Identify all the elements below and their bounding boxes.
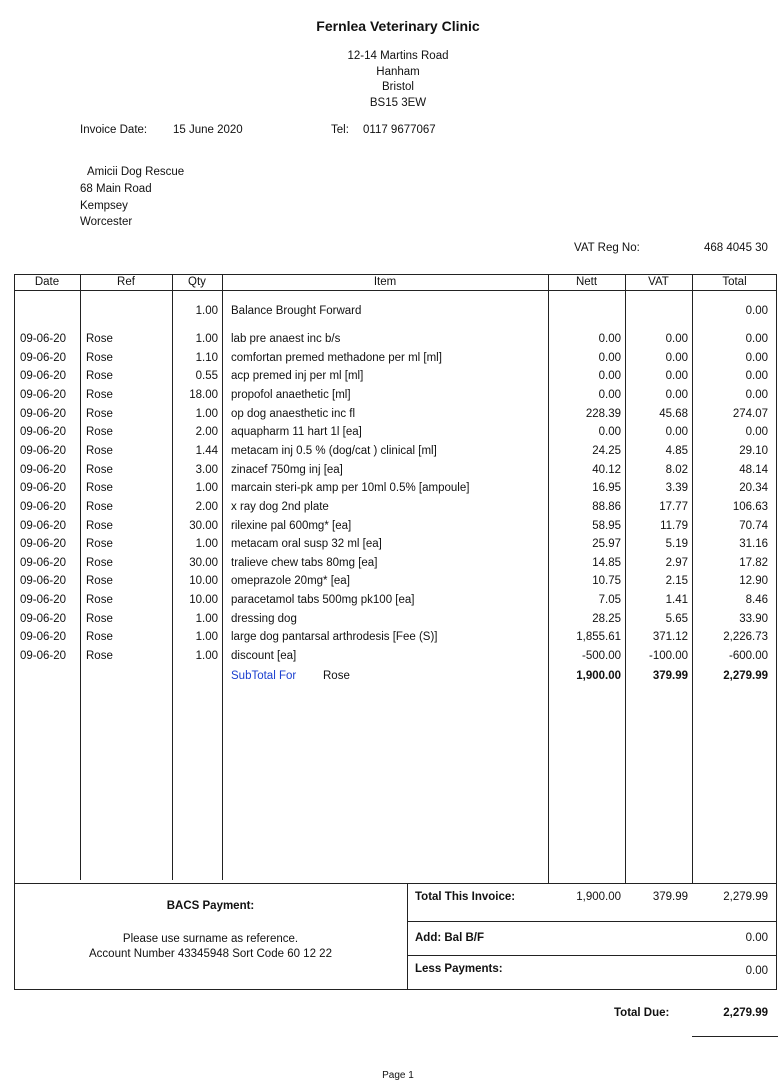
total-cell: 0.00: [745, 305, 768, 317]
ref-cell: Rose: [86, 500, 113, 513]
table-row: [0, 650, 780, 669]
item-cell: propofol anaethetic [ml]: [231, 388, 351, 401]
total-due-amount: 2,279.99: [723, 1007, 768, 1019]
item-cell: rilexine pal 600mg* [ea]: [231, 519, 352, 532]
vat-cell: 2.15: [665, 575, 688, 588]
table-row: [0, 575, 780, 594]
ref-cell: Rose: [86, 444, 113, 457]
table-row: [0, 389, 780, 408]
subtotal-row: [0, 670, 780, 689]
item-cell: op dog anaesthetic inc fl: [231, 407, 356, 420]
qty-cell: 3.00: [195, 463, 218, 476]
table-row: [0, 370, 780, 389]
qty-cell: 30.00: [189, 556, 218, 569]
table-row: [0, 557, 780, 576]
item-cell: lab pre anaest inc b/s: [231, 333, 341, 345]
total-cell: 0.00: [745, 333, 768, 345]
total-cell: -600.00: [728, 650, 768, 663]
vat-reg-number: 468 4045 30: [704, 242, 768, 254]
nett-cell: 1,855.61: [576, 631, 621, 644]
qty-cell: 1.00: [195, 612, 218, 625]
total-this-invoice-total: 2,279.99: [723, 891, 768, 903]
ref-cell: Rose: [86, 519, 113, 532]
ref-cell: Rose: [86, 463, 113, 476]
nett-cell: 14.85: [592, 556, 621, 569]
qty-cell: 0.55: [195, 370, 218, 383]
date-cell: 09-06-20: [20, 650, 67, 663]
tel-label: Tel:: [331, 124, 349, 136]
total-cell: 0.00: [745, 388, 768, 401]
vat-cell: -100.00: [648, 650, 688, 663]
nett-cell: 28.25: [592, 612, 621, 625]
item-cell: dressing dog: [231, 612, 297, 625]
header-qty: Qty: [188, 276, 206, 288]
qty-cell: 1.00: [195, 538, 218, 551]
ref-cell: Rose: [86, 538, 113, 551]
total-this-invoice-label: Total This Invoice:: [415, 891, 516, 903]
ref-cell: Rose: [86, 612, 113, 625]
nett-cell: 0.00: [598, 351, 621, 364]
ref-cell: Rose: [86, 594, 113, 607]
total-cell: 2,226.73: [723, 631, 768, 644]
totals-divider: [407, 883, 408, 990]
vat-cell: 8.02: [665, 463, 688, 476]
date-cell: 09-06-20: [20, 612, 67, 625]
item-cell: paracetamol tabs 500mg pk100 [ea]: [231, 594, 415, 607]
invoice-date-label: Invoice Date:: [80, 124, 148, 136]
date-cell: 09-06-20: [20, 500, 67, 513]
ref-cell: Rose: [86, 650, 113, 663]
nett-cell: 40.12: [592, 463, 621, 476]
nett-cell: 16.95: [592, 482, 621, 495]
date-cell: 09-06-20: [20, 575, 67, 588]
nett-cell: 0.00: [598, 370, 621, 383]
nett-cell: 228.39: [585, 407, 621, 420]
date-cell: 09-06-20: [20, 351, 67, 364]
total-cell: 8.46: [745, 594, 768, 607]
total-cell: 29.10: [739, 444, 768, 457]
qty-cell: 1.00: [195, 305, 218, 317]
table-row: [0, 631, 780, 650]
table-row: [0, 408, 780, 427]
nett-cell: 10.75: [592, 575, 621, 588]
qty-cell: 10.00: [189, 575, 218, 588]
qty-cell: 1.00: [195, 631, 218, 644]
table-row: [0, 333, 780, 352]
ref-cell: Rose: [86, 351, 113, 364]
date-cell: 09-06-20: [20, 333, 67, 345]
qty-cell: 1.00: [195, 482, 218, 495]
clinic-address-line: Hanham: [376, 65, 420, 78]
vat-reg-label: VAT Reg No:: [574, 242, 640, 254]
clinic-address-line: BS15 3EW: [369, 96, 427, 109]
nett-cell: 0.00: [598, 388, 621, 401]
item-cell: discount [ea]: [231, 650, 297, 663]
total-cell: 0.00: [745, 370, 768, 383]
date-cell: 09-06-20: [20, 426, 67, 439]
nett-cell: 58.95: [592, 519, 621, 532]
clinic-address-line: Bristol: [382, 81, 414, 93]
item-cell: Balance Brought Forward: [231, 305, 362, 317]
item-cell: zinacef 750mg inj [ea]: [231, 463, 343, 476]
vat-cell: 0.00: [665, 333, 688, 345]
nett-cell: 88.86: [592, 500, 621, 513]
vat-cell: 3.39: [665, 482, 688, 495]
bacs-note: Please use surname as reference.: [122, 933, 299, 945]
ref-cell: Rose: [86, 575, 113, 588]
qty-cell: 30.00: [189, 519, 218, 532]
qty-cell: 2.00: [195, 500, 218, 513]
balance-bf-row: [0, 305, 780, 324]
bacs-title: BACS Payment:: [166, 900, 255, 912]
ref-cell: Rose: [86, 388, 113, 401]
subtotal-ref: Rose: [323, 670, 350, 682]
item-cell: large dog pantarsal arthrodesis [Fee (S)]: [231, 631, 438, 644]
qty-cell: 10.00: [189, 594, 218, 607]
vat-cell: 0.00: [665, 370, 688, 383]
table-row: [0, 352, 780, 371]
item-cell: comfortan premed methadone per ml [ml]: [231, 351, 442, 364]
item-cell: acp premed inj per ml [ml]: [231, 370, 364, 383]
table-row: [0, 594, 780, 613]
total-cell: 274.07: [732, 407, 768, 420]
table-row: [0, 464, 780, 483]
table-row: [0, 482, 780, 501]
qty-cell: 1.10: [195, 351, 218, 364]
header-ref: Ref: [117, 276, 135, 288]
qty-cell: 1.44: [195, 444, 218, 457]
vat-cell: 0.00: [665, 388, 688, 401]
total-cell: 12.90: [739, 575, 768, 588]
date-cell: 09-06-20: [20, 444, 67, 457]
total-due-underline: [692, 1036, 778, 1037]
item-cell: metacam inj 0.5 % (dog/cat ) clinical [ml]: [231, 444, 437, 457]
page-number: Page 1: [382, 1070, 414, 1081]
clinic-name: Fernlea Veterinary Clinic: [316, 18, 480, 34]
header-nett: Nett: [575, 276, 598, 288]
nett-cell: 7.05: [598, 594, 621, 607]
ref-cell: Rose: [86, 482, 113, 495]
header-divider: [14, 290, 777, 291]
qty-cell: 1.00: [195, 650, 218, 663]
table-row: [0, 538, 780, 557]
date-cell: 09-06-20: [20, 463, 67, 476]
date-cell: 09-06-20: [20, 370, 67, 383]
total-this-invoice-vat: 379.99: [652, 891, 688, 903]
nett-cell: 0.00: [598, 333, 621, 345]
bal-bf-label: Add: Bal B/F: [415, 932, 484, 944]
client-name: Amicii Dog Rescue: [87, 166, 185, 178]
client-address-line: Kempsey: [80, 200, 128, 212]
subtotal-nett: 1,900.00: [576, 670, 621, 682]
qty-cell: 2.00: [195, 426, 218, 439]
totals-row-line: [407, 921, 777, 922]
header-date: Date: [34, 276, 60, 288]
table-row: [0, 445, 780, 464]
table-row: [0, 501, 780, 520]
total-due-label: Total Due:: [614, 1007, 670, 1019]
date-cell: 09-06-20: [20, 519, 67, 532]
item-cell: omeprazole 20mg* [ea]: [231, 575, 350, 588]
item-cell: marcain steri-pk amp per 10ml 0.5% [ampoule]: [231, 482, 470, 495]
vat-cell: 11.79: [660, 519, 688, 532]
ref-cell: Rose: [86, 370, 113, 383]
date-cell: 09-06-20: [20, 482, 67, 495]
qty-cell: 1.00: [195, 407, 218, 420]
total-this-invoice-nett: 1,900.00: [576, 891, 621, 903]
date-cell: 09-06-20: [20, 388, 67, 401]
subtotal-vat: 379.99: [652, 670, 688, 682]
ref-cell: Rose: [86, 631, 113, 644]
less-payments-total: 0.00: [745, 965, 768, 977]
total-cell: 17.82: [739, 556, 768, 569]
invoice-date: 15 June 2020: [173, 124, 243, 136]
table-row: [0, 520, 780, 539]
nett-cell: 0.00: [598, 426, 621, 439]
vat-cell: 2.97: [665, 556, 688, 569]
total-cell: 31.16: [739, 538, 768, 551]
item-cell: tralieve chew tabs 80mg [ea]: [231, 556, 378, 569]
vat-cell: 0.00: [665, 351, 688, 364]
ref-cell: Rose: [86, 407, 113, 420]
qty-cell: 1.00: [195, 333, 218, 345]
clinic-address-line: 12-14 Martins Road: [347, 50, 449, 62]
date-cell: 09-06-20: [20, 538, 67, 551]
nett-cell: 24.25: [592, 444, 621, 457]
subtotal-total: 2,279.99: [723, 670, 768, 682]
total-cell: 70.74: [739, 519, 768, 532]
client-address-line: 68 Main Road: [80, 183, 152, 195]
item-cell: metacam oral susp 32 ml [ea]: [231, 538, 382, 551]
table-row: [0, 426, 780, 445]
ref-cell: Rose: [86, 426, 113, 439]
table-row: [0, 613, 780, 632]
vat-cell: 4.85: [665, 444, 688, 457]
ref-cell: Rose: [86, 333, 113, 345]
vat-cell: 5.19: [665, 538, 688, 551]
tel-number: 0117 9677067: [363, 124, 436, 136]
date-cell: 09-06-20: [20, 407, 67, 420]
bacs-account: Account Number 43345948 Sort Code 60 12 22: [89, 948, 332, 960]
totals-row-line: [407, 955, 777, 956]
vat-cell: 5.65: [665, 612, 688, 625]
header-total: Total: [722, 276, 747, 288]
vat-cell: 1.41: [665, 594, 688, 607]
total-cell: 106.63: [732, 500, 768, 513]
date-cell: 09-06-20: [20, 556, 67, 569]
vat-cell: 371.12: [652, 631, 688, 644]
total-cell: 0.00: [745, 426, 768, 439]
total-cell: 33.90: [739, 612, 768, 625]
total-cell: 48.14: [739, 463, 768, 476]
header-item: Item: [373, 276, 397, 288]
total-cell: 0.00: [745, 351, 768, 364]
client-address-line: Worcester: [80, 216, 133, 228]
vat-cell: 0.00: [665, 426, 688, 439]
header-vat: VAT: [648, 276, 669, 288]
nett-cell: 25.97: [592, 538, 621, 551]
vat-cell: 45.68: [659, 407, 688, 420]
nett-cell: -500.00: [581, 650, 621, 663]
less-payments-label: Less Payments:: [415, 963, 503, 975]
item-cell: aquapharm 11 hart 1l [ea]: [231, 426, 362, 439]
qty-cell: 18.00: [189, 388, 218, 401]
total-cell: 20.34: [739, 482, 768, 495]
bal-bf-total: 0.00: [745, 932, 768, 944]
vat-cell: 17.77: [659, 500, 688, 513]
ref-cell: Rose: [86, 556, 113, 569]
item-cell: x ray dog 2nd plate: [231, 500, 329, 513]
date-cell: 09-06-20: [20, 631, 67, 644]
subtotal-label: SubTotal For: [231, 670, 297, 682]
date-cell: 09-06-20: [20, 594, 67, 607]
